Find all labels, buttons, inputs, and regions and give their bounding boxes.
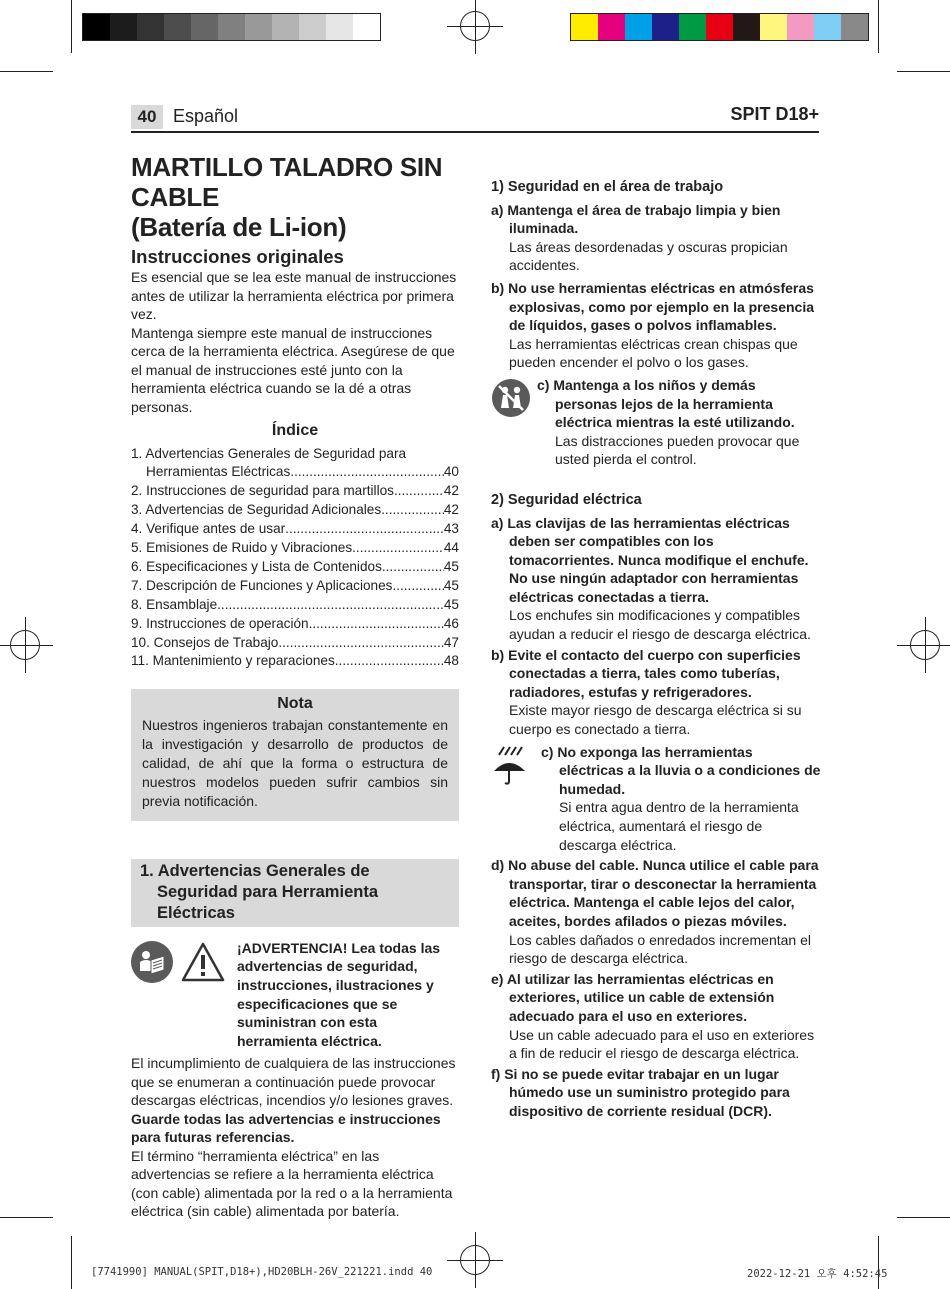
color-swatch <box>706 14 733 40</box>
list-item: c) No exponga las herramientas eléctricas a la lluvia o a condiciones de humedad. Si entra agua dentro de la herramienta eléctrica, aumentará el riesgo de descarga eléctrica. <box>491 743 821 855</box>
toc-leader-dots <box>335 652 444 671</box>
toc-item-page: 44 <box>443 540 459 556</box>
crop-mark <box>0 1217 53 1218</box>
list-item: b) Evite el contacto del cuerpo con superficies conectadas a tierra, tales como tuberías, radiadores, estufas y refrigeradores. Existe mayor riesgo de descarga eléctrica si su cuerpo es conectado a tierra. <box>491 646 802 738</box>
registration-mark-bottom <box>460 1245 490 1275</box>
toc-item-page: 45 <box>443 577 459 593</box>
toc-leader-dots <box>392 577 443 596</box>
toc-item <box>131 615 459 634</box>
gray-swatch <box>245 14 272 40</box>
toc-item <box>131 520 459 539</box>
toc-leader-dots <box>382 558 444 577</box>
color-swatch <box>814 14 841 40</box>
work-area-heading: 1) Seguridad en el área de trabajo <box>491 179 724 195</box>
toc-leader-dots <box>352 539 444 558</box>
toc-item <box>131 577 459 596</box>
crop-mark <box>0 71 53 72</box>
keep-children-away-icon <box>491 376 537 469</box>
table-of-contents <box>131 445 459 672</box>
body-paragraph: El incumplimiento de cualquiera de las instrucciones que se enumeran a continuación puede provocar descargas eléctricas, incendios y/o lesiones graves. <box>131 1055 456 1109</box>
toc-item-title: Herramientas Eléctricas <box>146 464 291 480</box>
color-calibration-bar <box>570 13 869 41</box>
list-item: a) Las clavijas de las herramientas eléctricas deben ser compatibles con los tomacorrientes. Nunca modifique el enchufe. No use ningún adaptador con herramientas eléctricas conectadas a tierra. Los enchufes sin modificaciones y compatibles ayudan a reducir el riesgo de descarga eléctrica. <box>491 514 811 643</box>
toc-leader-dots <box>278 634 444 653</box>
intro-paragraph: Es esencial que se lea este manual de instrucciones antes de utilizar la herramienta eléctrica por primera vez. <box>131 269 457 322</box>
registration-mark-left <box>10 630 40 660</box>
toc-item-page: 45 <box>443 558 459 574</box>
gray-swatch <box>191 14 218 40</box>
toc-item-page: 47 <box>443 634 459 650</box>
right-column <box>491 152 821 1121</box>
list-item: c) Mantenga a los niños y demás personas lejos de la herramienta eléctrica mientras la esté utilizando. Las distracciones pueden provocar que usted pierda el control. <box>491 376 821 469</box>
color-swatch <box>679 14 706 40</box>
grayscale-calibration-bar <box>82 13 381 41</box>
crop-mark <box>71 0 72 53</box>
gray-swatch <box>137 14 164 40</box>
crop-mark <box>878 1236 879 1289</box>
toc-item-page: 42 <box>443 483 459 499</box>
page-subtitle: Instrucciones originales <box>131 246 344 267</box>
toc-item-page: 43 <box>443 521 459 537</box>
warning-text: ¡ADVERTENCIA! Lea todas las advertencias de seguridad, instrucciones, ilustraciones y especificaciones que se suministran con esta herramienta eléctrica. <box>237 939 441 1049</box>
registration-mark-top <box>460 11 490 41</box>
left-column <box>131 152 459 1221</box>
toc-item <box>131 634 459 653</box>
warning-icons <box>131 939 237 1051</box>
color-swatch <box>760 14 787 40</box>
toc-item-title: 1. Advertencias Generales de Seguridad para <box>131 445 407 461</box>
list-item: d) No abuse del cable. Nunca utilice el cable para transportar, tirar o desconectar la herramienta eléctrica. Mantenga el cable lejos del calor, aceites, bordes afilados o piezas móviles. Los cables dañados o enredados incrementan el riesgo de descarga eléctrica. <box>491 857 819 967</box>
toc-item-page: 40 <box>443 464 459 480</box>
toc-leader-dots <box>217 596 444 615</box>
gray-swatch <box>299 14 326 40</box>
toc-leader-dots <box>381 501 444 520</box>
gray-swatch <box>110 14 137 40</box>
list-item: b) No use herramientas eléctricas en atmósferas explosivas, como por ejemplo en la presencia de líquidos, gases o polvos inflamables. Las herramientas eléctricas crean chispas que pueden encender el polvo o los gases. <box>491 279 815 371</box>
toc-item-title: 3. Advertencias de Seguridad Adicionales <box>131 502 382 518</box>
gray-swatch <box>218 14 245 40</box>
list-item: e) Al utilizar las herramientas eléctricas en exteriores, utilice un cable de extensión adecuado para el uso en exteriores. Use un cable adecuado para el uso en exteriores a fin de reducir el riesgo de descarga eléctrica. <box>491 970 815 1062</box>
toc-item-title: 7. Descripción de Funciones y Aplicaciones <box>131 577 393 593</box>
language-label: Español <box>173 106 239 126</box>
list-item: f) Si no se puede evitar trabajar en un lugar húmedo use un suministro protegido para dispositivo de corriente residual (DCR). <box>491 1065 790 1119</box>
toc-leader-dots <box>394 482 444 501</box>
electrical-safety-heading: 2) Seguridad eléctrica <box>491 491 642 508</box>
toc-item <box>131 539 459 558</box>
title-line1: MARTILLO TALADRO SIN CABLE <box>131 152 443 212</box>
toc-leader-dots <box>290 463 444 482</box>
toc-item <box>131 501 459 520</box>
gray-swatch <box>164 14 191 40</box>
gray-swatch <box>83 14 110 40</box>
intro-paragraph: Mantenga siempre este manual de instrucciones cerca de la herramienta eléctrica. Asegúrese de que el manual de instrucciones esté junto con la herramienta eléctrica cuando se la dé a otras personas. <box>131 324 455 415</box>
rain-umbrella-icon <box>491 743 541 855</box>
page-title <box>131 152 459 242</box>
note-box <box>131 689 459 821</box>
model-label: SPIT D18+ <box>730 104 819 124</box>
toc-item-title: 6. Especificaciones y Lista de Contenidos <box>131 558 382 574</box>
toc-item-page: 42 <box>443 502 459 518</box>
page-number: 40 <box>131 105 163 129</box>
toc-item-title: 9. Instrucciones de operación <box>131 615 309 631</box>
warning-triangle-icon <box>181 941 225 1051</box>
toc-leader-dots <box>309 615 444 634</box>
toc-item <box>131 482 459 501</box>
title-line2: (Batería de Li-ion) <box>131 212 347 242</box>
toc-item-title: 10. Consejos de Trabajo <box>131 634 279 650</box>
toc-item <box>131 445 459 464</box>
toc-item-title: 8. Ensamblaje <box>131 596 218 612</box>
toc-item <box>131 652 459 671</box>
toc-item-page: 48 <box>443 653 459 669</box>
warning-block <box>131 939 459 1051</box>
list-item: a) Mantenga el área de trabajo limpia y bien iluminada. Las áreas desordenadas y oscuras propician accidentes. <box>491 201 788 274</box>
color-swatch <box>571 14 598 40</box>
color-swatch <box>598 14 625 40</box>
color-swatch <box>625 14 652 40</box>
gray-swatch <box>272 14 299 40</box>
read-manual-icon <box>131 941 173 983</box>
color-swatch <box>787 14 814 40</box>
toc-item-title: 5. Emisiones de Ruido y Vibraciones <box>131 540 353 556</box>
gray-swatch <box>353 14 380 40</box>
color-swatch <box>841 14 868 40</box>
toc-item-page: 45 <box>443 596 459 612</box>
toc-item <box>131 558 459 577</box>
crop-mark <box>71 1236 72 1289</box>
registration-mark-right <box>910 630 940 660</box>
toc-item-title: 11. Mantenimiento y reparaciones <box>131 653 335 669</box>
body-paragraph-bold: Guarde todas las advertencias e instrucciones para futuras referencias. <box>131 1110 441 1146</box>
toc-item-page: 46 <box>443 615 459 631</box>
color-swatch <box>733 14 760 40</box>
crop-mark <box>897 71 950 72</box>
note-heading: Nota <box>277 695 313 713</box>
footer-file-name: [7741990] MANUAL(SPIT,D18+),HD20BLH-26V_221221.indd 40 <box>91 1266 433 1278</box>
body-paragraph: El término “herramienta eléctrica” en las advertencias se refiere a la herramienta eléctrica (con cable) alimentada por la red o a la herramienta eléctrica (sin cable) alimentada por batería. <box>131 1147 453 1220</box>
footer-date: 2022-12-21 오후 4:52:45 <box>747 1268 888 1280</box>
note-body: Nuestros ingenieros trabajan constantemente en la investigación y desarrollo de productos de calidad, de ahí que la forma o estructura de nuestros modelos pueden sufrir cambios sin previa notificación. <box>142 716 448 809</box>
toc-item <box>131 596 459 615</box>
toc-item-title: 4. Verifique antes de usar <box>131 521 286 537</box>
toc-item <box>131 463 459 482</box>
crop-mark <box>878 0 879 53</box>
toc-item-title: 2. Instrucciones de seguridad para martillos <box>131 483 394 499</box>
color-swatch <box>652 14 679 40</box>
toc-leader-dots <box>285 520 444 539</box>
header-rule <box>131 131 819 133</box>
gray-swatch <box>326 14 353 40</box>
crop-mark <box>897 1217 950 1218</box>
toc-heading: Índice <box>271 422 319 439</box>
section-heading: 1. Advertencias Generales de Seguridad para Herramienta Eléctricas <box>131 859 459 927</box>
